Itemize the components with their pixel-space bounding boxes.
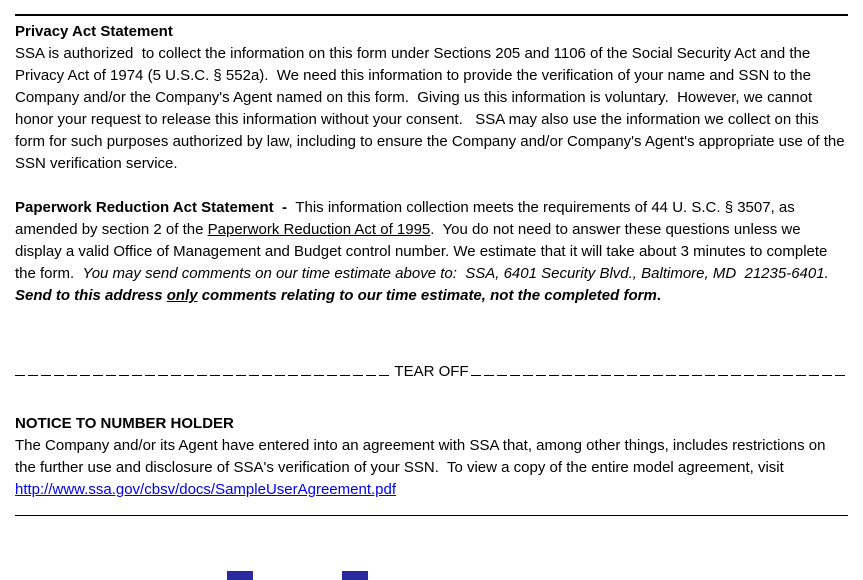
tear-off-dashes-right xyxy=(471,361,848,383)
tear-off-dashes-left xyxy=(15,361,392,383)
notice-text: The Company and/or its Agent have entered into an agreement with SSA that, among other things, includes restrictions on the further use and disclosure of SSA's verification of your SSN. To view a copy of the entire model agreement, visit xyxy=(15,437,830,476)
paperwork-separator: - xyxy=(273,199,296,216)
privacy-act-body: SSA is authorized to collect the information on this form under Sections 205 and 1106 of the Social Security Act and the Privacy Act of 1974 (5 U.S.C. § 552a). We need this information to provide the verification of your name and SSN to the Company and/or the Company's Agent named on this form. Giving us this information is voluntary. However, we cannot honor your request to release this information without your consent. SSA may also use the information we collect on this form for such purposes authorized by law, including to ensure the Company and/or Company's Agent's appropriate use of the SSN verification service. xyxy=(15,45,849,172)
paperwork-run-1: This information collection meets the requirements of 44 U. S.C. § 3507, as amended by section 2 of the xyxy=(15,199,799,238)
paperwork-run-3: . You do not need to answer these questions unless we display a valid Office of Management and Budget control number. We estimate that it will take about 3 minutes to complete the form. xyxy=(15,221,832,282)
cutoff-blue-bar-right xyxy=(342,571,368,580)
bottom-rule xyxy=(15,515,848,516)
notice-body xyxy=(15,435,848,501)
paperwork-paragraph xyxy=(15,197,848,307)
privacy-act-heading: Privacy Act Statement xyxy=(15,23,173,40)
paperwork-end-period: . xyxy=(656,287,661,304)
paperwork-only-underlined: only xyxy=(166,287,198,304)
top-rule xyxy=(15,14,848,16)
paperwork-italic-comments: You may send comments on our time estimate above to: SSA, 6401 Security Blvd., Baltimore, MD 21235-6401. xyxy=(82,265,838,282)
paperwork-act-underlined: Paperwork Reduction Act of 1995 xyxy=(207,221,431,238)
cutoff-blue-bar-left xyxy=(227,571,253,580)
tear-off-label: TEAR OFF xyxy=(394,363,469,380)
paperwork-bold-italic-2: comments relating to our time estimate, not the completed form xyxy=(197,287,657,304)
paperwork-bold-italic-1: Send to this address xyxy=(15,287,167,304)
paperwork-heading: Paperwork Reduction Act Statement xyxy=(15,199,274,216)
agreement-link[interactable]: http://www.ssa.gov/cbsv/docs/SampleUserAgreement.pdf xyxy=(15,481,397,498)
tear-off-line xyxy=(15,361,848,383)
notice-heading: NOTICE TO NUMBER HOLDER xyxy=(15,415,234,432)
